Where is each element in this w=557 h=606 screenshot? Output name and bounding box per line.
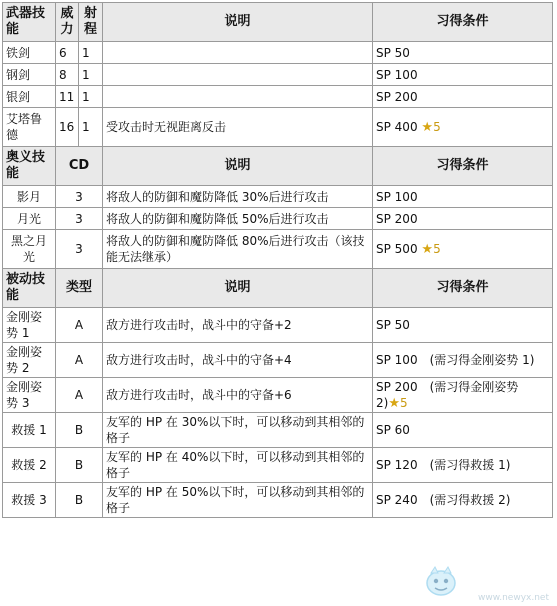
passive-type: B: [56, 483, 103, 518]
passive-desc: 友军的 HP 在 40%以下时，可以移动到其相邻的格子: [103, 448, 373, 483]
passive-cond: SP 240 (需习得救援 2): [373, 483, 553, 518]
passive-type: A: [56, 343, 103, 378]
passive-name: 救援 2: [3, 448, 56, 483]
special-header-row: [3, 147, 553, 186]
passive-col-name: 被动技能: [3, 269, 56, 308]
weapon-col-range: 射程: [79, 3, 103, 42]
weapon-name: 银剑: [3, 86, 56, 108]
passive-type: B: [56, 448, 103, 483]
table-row: [3, 64, 553, 86]
passive-name: 金刚姿势 3: [3, 378, 56, 413]
weapon-cond: SP 200: [373, 86, 553, 108]
weapon-range: 1: [79, 42, 103, 64]
star-rating: 5: [399, 395, 408, 410]
passive-desc: 敌方进行攻击时，战斗中的守备+6: [103, 378, 373, 413]
table-row: [3, 343, 553, 378]
special-cd: 3: [56, 186, 103, 208]
weapon-desc: 受攻击时无视距离反击: [103, 108, 373, 147]
passive-cond: SP 200 (需习得金刚姿势 2)★5: [373, 378, 553, 413]
table-row: [3, 86, 553, 108]
table-row: [3, 413, 553, 448]
star-icon: ★: [421, 119, 434, 135]
weapon-cond: SP 100: [373, 64, 553, 86]
weapon-desc: [103, 64, 373, 86]
weapon-range: 1: [79, 86, 103, 108]
weapon-range: 1: [79, 108, 103, 147]
passive-col-desc: 说明: [103, 269, 373, 308]
passive-name: 金刚姿势 1: [3, 308, 56, 343]
passive-col-cond: 习得条件: [373, 269, 553, 308]
watermark-text: www.newyx.net: [477, 593, 549, 603]
special-col-name: 奥义技能: [3, 147, 56, 186]
special-desc: 将敌人的防御和魔防降低 80%后进行攻击（该技能无法继承）: [103, 230, 373, 269]
weapon-col-cond: 习得条件: [373, 3, 553, 42]
passive-type: A: [56, 308, 103, 343]
weapon-power: 16: [56, 108, 79, 147]
table-row: [3, 208, 553, 230]
special-name: 黑之月光: [3, 230, 56, 269]
weapon-cond: SP 400 ★5: [373, 108, 553, 147]
special-cond: SP 500 ★5: [373, 230, 553, 269]
passive-type: A: [56, 378, 103, 413]
weapon-power: 8: [56, 64, 79, 86]
passive-cond: SP 50: [373, 308, 553, 343]
table-row: [3, 42, 553, 64]
passive-desc: 友军的 HP 在 50%以下时，可以移动到其相邻的格子: [103, 483, 373, 518]
star-rating: 5: [433, 241, 441, 256]
star-icon: ★: [388, 395, 400, 411]
passive-type: B: [56, 413, 103, 448]
watermark: [423, 559, 551, 603]
table-row: [3, 108, 553, 147]
table-row: [3, 186, 553, 208]
weapon-desc: [103, 86, 373, 108]
special-name: 月光: [3, 208, 56, 230]
passive-cond: SP 60: [373, 413, 553, 448]
star-icon: ★: [421, 241, 434, 257]
skill-table: [2, 2, 553, 518]
passive-name: 金刚姿势 2: [3, 343, 56, 378]
weapon-name: 铁剑: [3, 42, 56, 64]
table-row: [3, 230, 553, 269]
special-desc: 将敌人的防御和魔防降低 30%后进行攻击: [103, 186, 373, 208]
special-desc: 将敌人的防御和魔防降低 50%后进行攻击: [103, 208, 373, 230]
passive-header-row: [3, 269, 553, 308]
special-cond: SP 200: [373, 208, 553, 230]
passive-cond: SP 100 (需习得金刚姿势 1): [373, 343, 553, 378]
passive-desc: 敌方进行攻击时，战斗中的守备+2: [103, 308, 373, 343]
special-col-desc: 说明: [103, 147, 373, 186]
special-col-cond: 习得条件: [373, 147, 553, 186]
passive-desc: 敌方进行攻击时，战斗中的守备+4: [103, 343, 373, 378]
passive-name: 救援 1: [3, 413, 56, 448]
table-row: [3, 308, 553, 343]
weapon-desc: [103, 42, 373, 64]
special-cond: SP 100: [373, 186, 553, 208]
weapon-power: 6: [56, 42, 79, 64]
passive-cond: SP 120 (需习得救援 1): [373, 448, 553, 483]
weapon-col-name: 武器技能: [3, 3, 56, 42]
table-row: [3, 483, 553, 518]
weapon-header-row: [3, 3, 553, 42]
passive-name: 救援 3: [3, 483, 56, 518]
star-rating: 5: [433, 119, 441, 134]
weapon-name: 艾塔鲁德: [3, 108, 56, 147]
weapon-col-power: 威力: [56, 3, 79, 42]
special-name: 影月: [3, 186, 56, 208]
weapon-cond: SP 50: [373, 42, 553, 64]
weapon-name: 钢剑: [3, 64, 56, 86]
table-row: [3, 378, 553, 413]
weapon-col-desc: 说明: [103, 3, 373, 42]
weapon-power: 11: [56, 86, 79, 108]
special-col-cd: CD: [56, 147, 103, 186]
special-cd: 3: [56, 208, 103, 230]
special-cd: 3: [56, 230, 103, 269]
table-row: [3, 448, 553, 483]
passive-desc: 友军的 HP 在 30%以下时，可以移动到其相邻的格子: [103, 413, 373, 448]
passive-col-type: 类型: [56, 269, 103, 308]
weapon-range: 1: [79, 64, 103, 86]
